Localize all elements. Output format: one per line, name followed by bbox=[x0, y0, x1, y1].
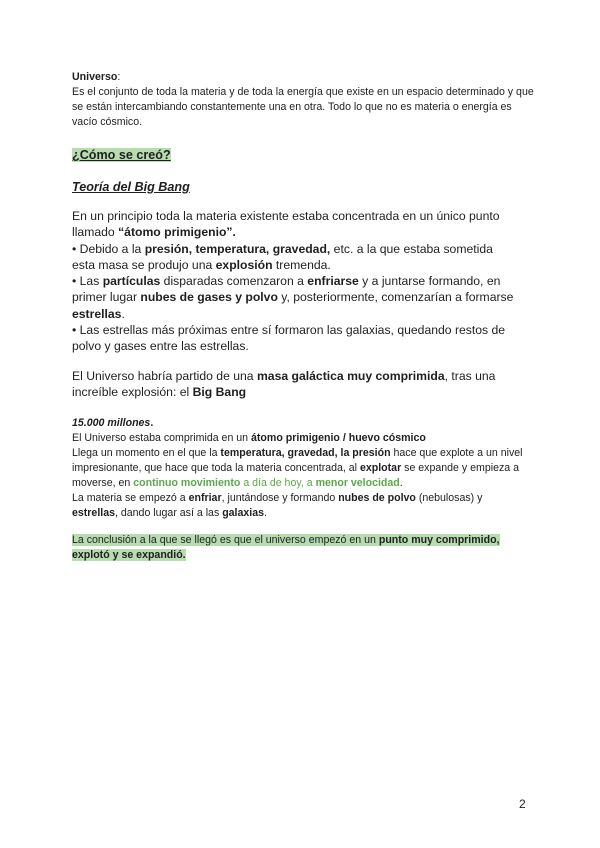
universo-colon: : bbox=[117, 71, 121, 83]
millones-line-2 bbox=[72, 446, 530, 491]
conclusion-bold: punto muy comprimido, explotó y se expandió. bbox=[72, 534, 500, 561]
conclusion-a: La conclusión a la que se llegó es que el universo empezó en un bbox=[72, 534, 379, 546]
intro-bullet-2 bbox=[72, 273, 517, 322]
intro-p1-bold: “átomo primigenio”. bbox=[118, 225, 236, 240]
l3-a: La materia se empezó a bbox=[72, 492, 189, 504]
summary-bold: masa galáctica muy comprimida bbox=[256, 369, 445, 383]
summary-bold2: Big Bang bbox=[192, 385, 247, 400]
summary-paragraph bbox=[72, 368, 512, 401]
millones-line-3 bbox=[72, 491, 530, 521]
l2-d: . bbox=[399, 477, 403, 489]
b2-c: y a juntarse formando, en primer lugar bbox=[72, 274, 501, 305]
intro-p1: En un principio toda la materia existente estaba concentrada en un único punto llamado bbox=[72, 209, 500, 240]
l2-bold: temperatura, gravedad, la presión bbox=[220, 447, 391, 459]
intro-bullet-1 bbox=[72, 241, 517, 274]
l3-bold3: estrellas bbox=[72, 507, 115, 519]
b2-bold: partículas bbox=[102, 274, 161, 289]
b2-d: y, posteriormente, comenzarían a formarse bbox=[277, 290, 514, 305]
l3-bold2: nubes de polvo bbox=[338, 492, 416, 504]
page-number: 2 bbox=[519, 797, 526, 811]
l2-c: se expande y empieza a moverse, en bbox=[72, 462, 519, 489]
universo-definition: Es el conjunto de toda la materia y de toda la energía que existe en un espacio determinado y que se están intercambiando constantemente una en otra. Todo lo que no es materia o energía es vacío cósmico. bbox=[72, 86, 534, 128]
b1-b: etc. a la que estaba sometida esta masa se produjo una bbox=[72, 241, 493, 272]
intro-bullet-3: • Las estrellas más próximas entre sí formaron las galaxias, quedando restos de polvo y gases entre las estrellas. bbox=[72, 323, 506, 354]
millones-dot: . bbox=[150, 417, 154, 429]
millones-line-1 bbox=[72, 431, 530, 446]
b2-bold4: estrellas bbox=[72, 306, 122, 321]
millones-title: 15.000 millones bbox=[72, 417, 151, 429]
l1-a: El Universo estaba comprimida en un bbox=[72, 432, 252, 444]
l2-green1: continuo movimiento bbox=[133, 477, 241, 489]
l2-a: Llega un momento en el que la bbox=[72, 447, 221, 459]
universo-section bbox=[72, 70, 534, 130]
intro-paragraph bbox=[72, 208, 517, 241]
b2-bold2: enfriarse bbox=[307, 274, 359, 289]
b2-b: disparadas comenzaron a bbox=[160, 274, 308, 289]
l3-c: (nebulosas) y bbox=[415, 492, 483, 504]
b1-a: • Debido a la bbox=[72, 241, 145, 256]
summary-a: El Universo habría partido de una bbox=[72, 369, 257, 383]
b2-a: • Las bbox=[72, 274, 103, 289]
l2-b: hace que explote a un nivel impresionante, que hace que toda la materia concentrada, al bbox=[72, 447, 523, 474]
heading-teoria-big-bang bbox=[72, 178, 534, 196]
l3-b: , juntándose y formando bbox=[221, 492, 339, 504]
l3-bold: enfriar bbox=[188, 492, 222, 504]
b1-bold: presión, temperatura, gravedad, bbox=[144, 241, 331, 256]
l3-bold4: galaxias bbox=[222, 507, 265, 519]
summary-b: , tras una increíble explosión: el bbox=[72, 369, 496, 400]
l2-bold2: explotar bbox=[359, 462, 402, 474]
l1-bold: átomo primigenio / huevo cósmico bbox=[251, 432, 426, 444]
heading-como-se-creo bbox=[72, 146, 534, 164]
conclusion-paragraph bbox=[72, 533, 530, 563]
l3-e: . bbox=[264, 507, 267, 519]
l2-green2: a día de hoy, a bbox=[240, 477, 316, 489]
heading-teoria-text: Teoría del Big Bang bbox=[72, 180, 190, 194]
b2-e: . bbox=[121, 306, 125, 321]
universo-label: Universo bbox=[72, 71, 118, 83]
heading-creo-text: ¿Cómo se creó? bbox=[72, 148, 171, 162]
b2-bold3: nubes de gases y polvo bbox=[140, 290, 278, 305]
big-bang-intro bbox=[72, 208, 517, 355]
l3-d: , dando lugar así a las bbox=[115, 507, 223, 519]
l2-green3: menor velocidad bbox=[315, 477, 400, 489]
millones-section bbox=[72, 416, 530, 521]
b1-c: tremenda. bbox=[272, 257, 331, 272]
b1-bold2: explosión bbox=[215, 257, 273, 272]
